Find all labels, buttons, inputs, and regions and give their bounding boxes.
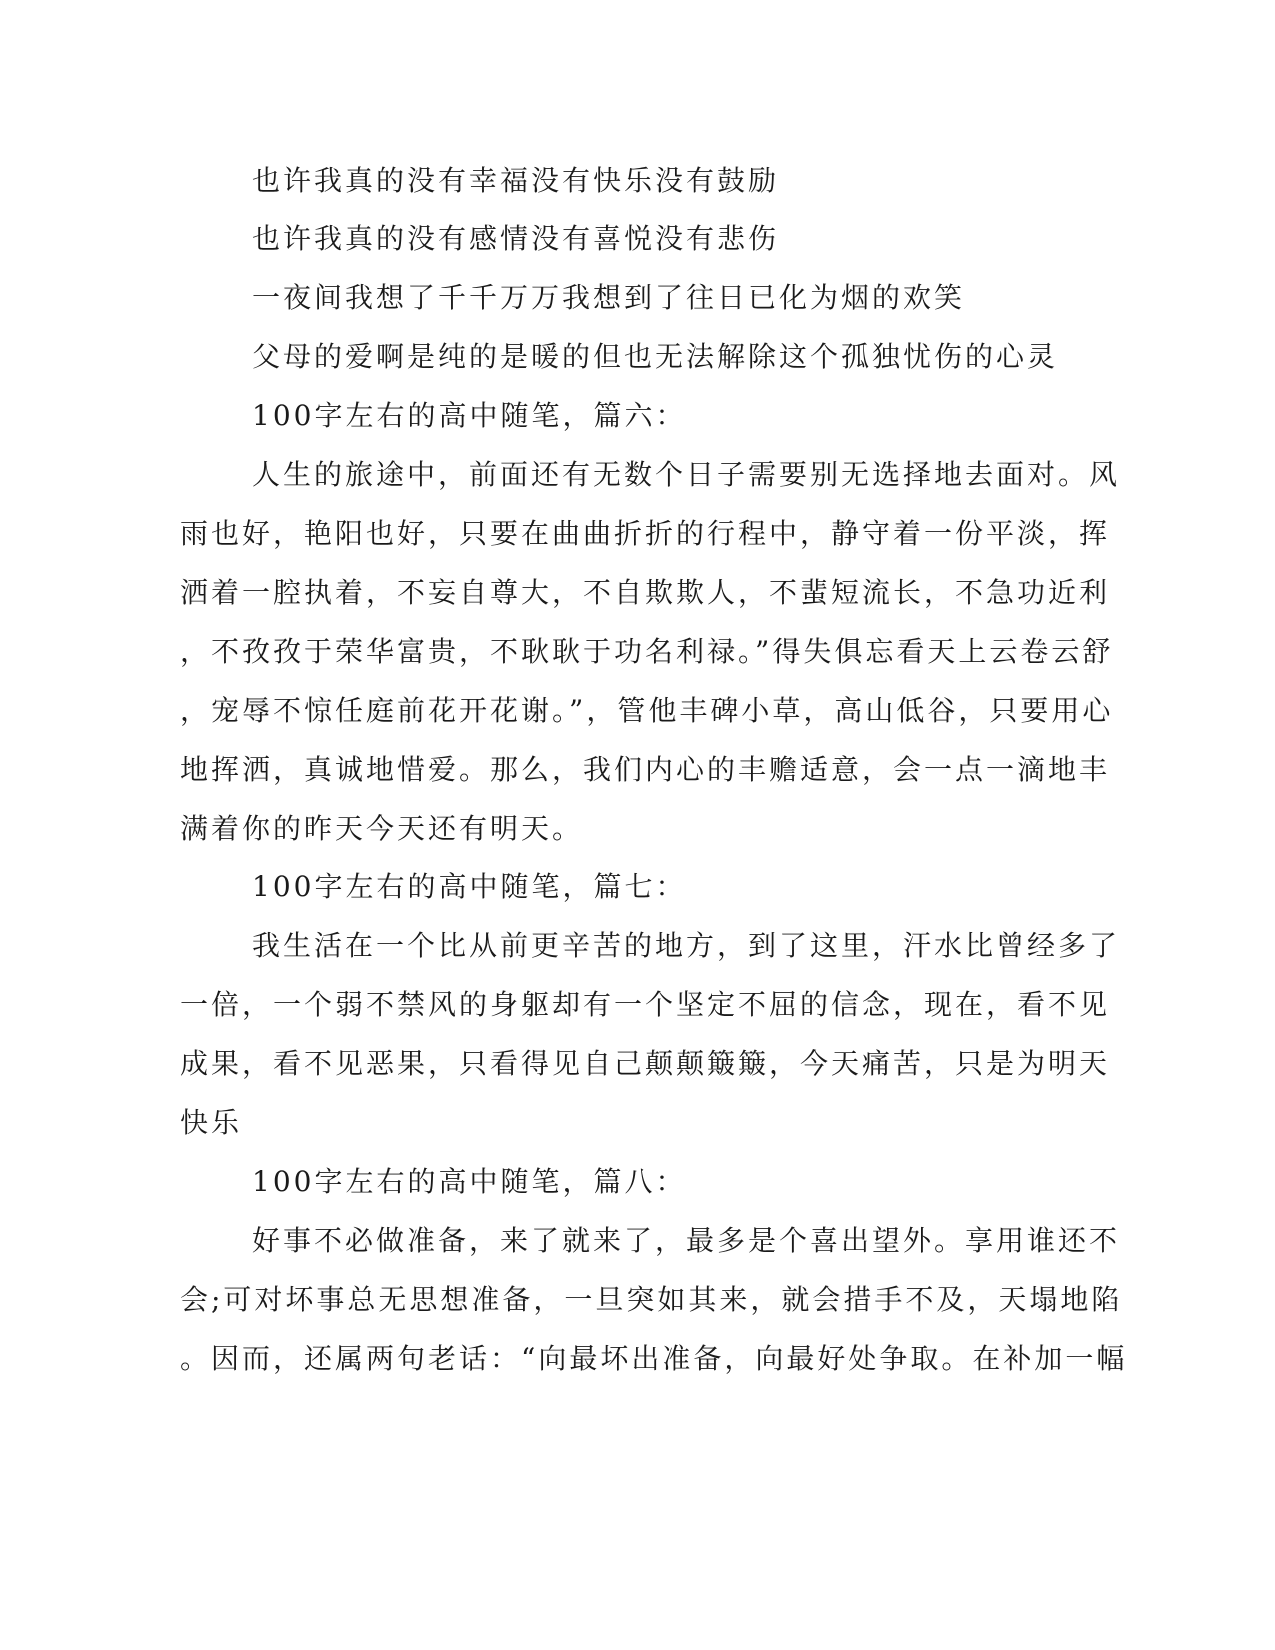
paragraph-line: 满着你的昨天今天还有明天。 — [180, 812, 584, 845]
paragraph-line: 一倍，一个弱不禁风的身躯却有一个坚定不屈的信念，现在，看不见 — [180, 988, 1111, 1021]
paragraph-line: 地挥洒，真诚地惜爱。那么，我们内心的丰赡适意，会一点一滴地丰 — [180, 753, 1111, 786]
paragraph-line: 人生的旅途中，前面还有无数个日子需要别无选择地去面对。风 — [252, 458, 1121, 491]
poem-line: 一夜间我想了千千万万我想到了往日已化为烟的欢笑 — [252, 281, 966, 314]
paragraph-line: 快乐 — [180, 1106, 243, 1139]
poem-line: 父母的爱啊是纯的是暖的但也无法解除这个孤独忧伤的心灵 — [252, 340, 1059, 373]
section-heading-8: 100字左右的高中随笔，篇八： — [252, 1165, 687, 1198]
paragraph-line: 。因而，还属两句老话：“向最坏出准备，向最好处争取。在补加一幅 — [180, 1342, 1128, 1375]
paragraph-line: 成果，看不见恶果，只看得见自己颠颠簸簸，今天痛苦，只是为明天 — [180, 1047, 1111, 1080]
paragraph-line: ，不孜孜于荣华富贵，不耿耿于功名利禄。”得失俱忘看天上云卷云舒 — [180, 635, 1114, 668]
section-heading-6: 100字左右的高中随笔，篇六： — [252, 399, 687, 432]
poem-line: 也许我真的没有幸福没有快乐没有鼓励 — [252, 164, 780, 197]
poem-line: 也许我真的没有感情没有喜悦没有悲伤 — [252, 222, 780, 255]
paragraph-line: 好事不必做准备，来了就来了，最多是个喜出望外。享用谁还不 — [252, 1224, 1121, 1257]
paragraph-line: 雨也好，艳阳也好，只要在曲曲折折的行程中，静守着一份平淡，挥 — [180, 517, 1111, 550]
paragraph-line: ，宠辱不惊任庭前花开花谢。”，管他丰碑小草，高山低谷，只要用心 — [180, 694, 1114, 727]
section-heading-7: 100字左右的高中随笔，篇七： — [252, 870, 687, 903]
paragraph-line: 洒着一腔执着，不妄自尊大，不自欺欺人，不蜚短流长，不急功近利 — [180, 576, 1111, 609]
paragraph-line: 会;可对坏事总无思想准备，一旦突如其来，就会措手不及，天塌地陷 — [180, 1283, 1123, 1316]
paragraph-line: 我生活在一个比从前更辛苦的地方，到了这里，汗水比曾经多了 — [252, 929, 1121, 962]
